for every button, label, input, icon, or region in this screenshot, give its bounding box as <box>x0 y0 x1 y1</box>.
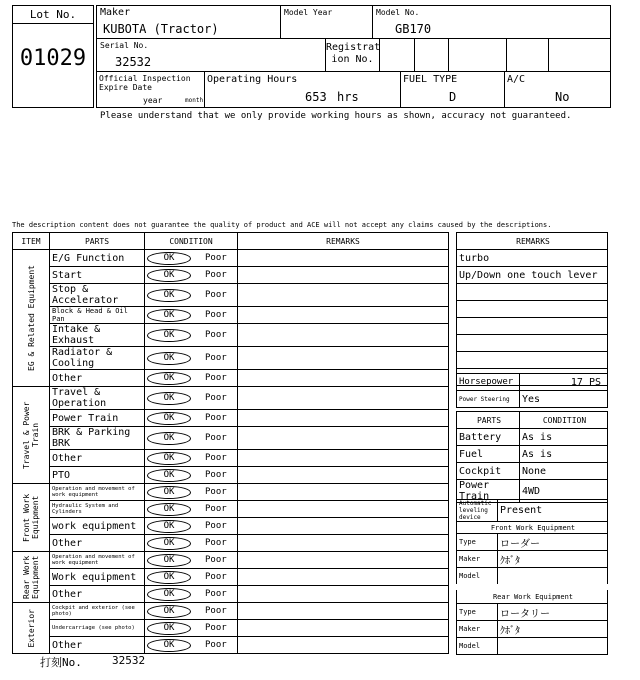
condition-value: None <box>520 463 608 480</box>
part-name: Cockpit and exterior (see photo) <box>50 603 145 620</box>
ok-option[interactable]: OK <box>147 412 191 425</box>
ok-option[interactable]: OK <box>147 503 191 516</box>
col-item: ITEM <box>13 233 50 250</box>
model-no-value: GB170 <box>395 22 432 36</box>
hours-unit: hrs <box>337 90 359 104</box>
condition-cell <box>145 586 238 603</box>
ac-label: A/C <box>507 74 526 85</box>
poor-option[interactable]: Poor <box>205 329 227 340</box>
remarks-cell <box>238 552 449 569</box>
condition-cell <box>145 450 238 467</box>
rear-maker-label: Maker <box>457 621 498 638</box>
condition-cell <box>145 603 238 620</box>
ok-option[interactable]: OK <box>147 605 191 618</box>
footer-label: 打刻No. <box>40 656 82 669</box>
remarks-cell <box>238 427 449 450</box>
hours-label: Operating Hours <box>207 74 298 85</box>
part-name: Other <box>50 370 145 387</box>
part-name: Other <box>50 535 145 552</box>
ok-option[interactable]: OK <box>147 554 191 567</box>
condition-cell <box>145 484 238 501</box>
remarks-cell <box>238 586 449 603</box>
part-name: Radiator & Cooling <box>50 347 145 370</box>
ok-option[interactable]: OK <box>147 469 191 482</box>
fuel-value: D <box>449 90 457 104</box>
condition-cell <box>145 501 238 518</box>
remark-line <box>457 284 608 301</box>
condition-part: Cockpit <box>457 463 520 480</box>
inspection-cell <box>97 72 205 107</box>
ac-cell <box>505 72 610 107</box>
condition-head: CONDITION <box>520 412 608 429</box>
poor-option[interactable]: Poor <box>205 309 227 320</box>
rear-maker-value: ｸﾎﾞﾀ <box>498 621 608 638</box>
steering-value: Yes <box>520 391 608 408</box>
rear-model-value <box>498 638 608 655</box>
table-row <box>13 250 449 267</box>
hours-value: 653 <box>305 90 327 104</box>
remarks-cell <box>238 620 449 637</box>
table-row <box>13 620 449 637</box>
condition-part: Battery <box>457 429 520 446</box>
condition-cell <box>145 569 238 586</box>
part-name: E/G Function <box>50 250 145 267</box>
table-row <box>13 535 449 552</box>
ac-value: No <box>555 90 570 104</box>
ok-option[interactable]: OK <box>147 520 191 533</box>
registration-label: Registrat ion No. <box>326 39 380 72</box>
registration-value-cells <box>380 39 610 72</box>
month-label: month <box>185 97 204 104</box>
maker-cell <box>97 6 281 39</box>
condition-row <box>457 429 608 446</box>
part-name: Start <box>50 267 145 284</box>
remarks-cell <box>238 307 449 324</box>
poor-option[interactable]: Poor <box>205 639 227 650</box>
maker-value: KUBOTA (Tractor) <box>103 22 219 36</box>
item-group-0 <box>13 250 50 387</box>
part-name: Other <box>50 450 145 467</box>
poor-option[interactable]: Poor <box>205 469 227 480</box>
ok-option[interactable]: OK <box>147 452 191 465</box>
table-row <box>13 467 449 484</box>
table-row <box>13 569 449 586</box>
remarks-cell <box>238 347 449 370</box>
ok-option[interactable]: OK <box>147 622 191 635</box>
item-group-4 <box>13 603 50 654</box>
poor-option[interactable]: Poor <box>205 432 227 443</box>
remarks-cell <box>238 410 449 427</box>
ok-option[interactable]: OK <box>147 486 191 499</box>
item-group-label: Travel & Power Train <box>22 401 40 469</box>
hours-notice: Please understand that we only provide working hours as shown, accuracy not guaranteed. <box>100 111 572 121</box>
remarks-cell <box>238 267 449 284</box>
part-name: Operation and movement of work equipment <box>50 552 145 569</box>
poor-option[interactable]: Poor <box>205 252 227 263</box>
part-name: work equipment <box>50 518 145 535</box>
ok-option[interactable]: OK <box>147 588 191 601</box>
remark-line <box>457 352 608 369</box>
condition-cell <box>145 387 238 410</box>
remarks-panel <box>456 232 608 386</box>
poor-option[interactable]: Poor <box>205 486 227 497</box>
condition-cell <box>145 324 238 347</box>
ok-option[interactable]: OK <box>147 392 191 405</box>
table-row <box>13 484 449 501</box>
part-name: Travel & Operation <box>50 387 145 410</box>
table-row <box>13 284 449 307</box>
table-row <box>13 267 449 284</box>
part-name: BRK & Parking BRK <box>50 427 145 450</box>
horsepower-label: Horsepower <box>457 374 520 391</box>
condition-cell <box>145 467 238 484</box>
ok-option[interactable]: OK <box>147 352 191 365</box>
front-maker-label: Maker <box>457 551 498 568</box>
front-type-value: ローダー <box>498 534 608 551</box>
rear-type-label: Type <box>457 604 498 621</box>
col-remarks: REMARKS <box>238 233 449 250</box>
condition-row <box>457 446 608 463</box>
serial-cell <box>97 39 326 72</box>
part-name: Operation and movement of work equipment <box>50 484 145 501</box>
remarks-cell <box>238 637 449 654</box>
header-grid <box>96 5 611 108</box>
poor-option[interactable]: Poor <box>205 520 227 531</box>
rear-type-value: ロータリー <box>498 604 608 621</box>
remarks-cell <box>238 569 449 586</box>
remarks-cell <box>238 450 449 467</box>
year-label: year <box>143 96 163 105</box>
serial-value: 32532 <box>115 55 152 69</box>
table-row <box>13 450 449 467</box>
poor-option[interactable]: Poor <box>205 537 227 548</box>
table-row <box>13 307 449 324</box>
condition-cell <box>145 347 238 370</box>
leveling-label: Automatic leveling device <box>457 500 498 522</box>
condition-cell <box>145 267 238 284</box>
poor-option[interactable]: Poor <box>205 622 227 633</box>
part-name: Other <box>50 586 145 603</box>
item-group-label: Exterior <box>26 608 36 648</box>
item-group-label: EG & Related Equipment <box>26 265 36 371</box>
part-name: PTO <box>50 467 145 484</box>
description-notice: The description content does not guarantee the quality of product and ACE will not accept any claims caused by the descriptions. <box>12 221 552 229</box>
poor-option[interactable]: Poor <box>205 412 227 423</box>
steering-label: Power Steering <box>457 391 520 408</box>
part-name: Power Train <box>50 410 145 427</box>
part-name: Stop & Accelerator <box>50 284 145 307</box>
remarks-cell <box>238 467 449 484</box>
fuel-cell <box>401 72 505 107</box>
condition-cell <box>145 552 238 569</box>
item-group-label: Rear Work Equipment <box>22 555 40 599</box>
remarks-cell <box>238 501 449 518</box>
model-year-cell <box>281 6 373 39</box>
condition-cell <box>145 250 238 267</box>
rear-model-label: Model <box>457 638 498 655</box>
condition-cell <box>145 284 238 307</box>
maker-label: Maker <box>100 7 131 18</box>
table-row <box>13 410 449 427</box>
condition-cell <box>145 370 238 387</box>
table-row <box>13 586 449 603</box>
remark-line <box>457 318 608 335</box>
poor-option[interactable]: Poor <box>205 554 227 565</box>
front-model-label: Model <box>457 568 498 588</box>
front-model-value <box>498 568 608 588</box>
inspection-label: Official Inspection Expire Date <box>99 74 191 92</box>
item-group-3 <box>13 552 50 603</box>
part-name: Work equipment <box>50 569 145 586</box>
ok-option[interactable]: OK <box>147 289 191 302</box>
poor-option[interactable]: Poor <box>205 503 227 514</box>
condition-cell <box>145 637 238 654</box>
remark-line: turbo <box>457 250 608 267</box>
rear-title: Rear Work Equipment <box>457 587 608 604</box>
inspection-table <box>12 232 449 654</box>
part-name: Undercarriage (see photo) <box>50 620 145 637</box>
model-no-label: Model No. <box>376 8 420 17</box>
table-row <box>13 518 449 535</box>
poor-option[interactable]: Poor <box>205 289 227 300</box>
table-row <box>13 501 449 518</box>
ok-option[interactable]: OK <box>147 571 191 584</box>
part-name: Hydraulic System and Cylinders <box>50 501 145 518</box>
spec-panel <box>456 373 608 408</box>
remarks-cell <box>238 370 449 387</box>
condition-cell <box>145 410 238 427</box>
work-equipment-panel <box>456 499 608 655</box>
condition-cell <box>145 535 238 552</box>
table-row <box>13 637 449 654</box>
remarks-cell <box>238 603 449 620</box>
footer-value: 32532 <box>112 654 146 667</box>
remark-line <box>457 301 608 318</box>
part-name: Intake & Exhaust <box>50 324 145 347</box>
lot-box <box>12 5 94 108</box>
condition-cell <box>145 518 238 535</box>
item-group-1 <box>13 387 50 484</box>
remark-line <box>457 335 608 352</box>
condition-cell <box>145 620 238 637</box>
condition-value: 4WD <box>520 480 608 503</box>
remarks-cell <box>238 387 449 410</box>
remarks-cell <box>238 324 449 347</box>
front-title: Front Work Equipment <box>457 522 608 534</box>
model-year-label: Model Year <box>284 8 333 17</box>
remarks-cell <box>238 284 449 307</box>
ok-option[interactable]: OK <box>147 639 191 652</box>
poor-option[interactable]: Poor <box>205 269 227 280</box>
front-maker-value: ｸﾎﾞﾀ <box>498 551 608 568</box>
ok-option[interactable]: OK <box>147 372 191 385</box>
remarks-cell <box>238 250 449 267</box>
remarks-cell <box>238 518 449 535</box>
hours-cell <box>205 72 401 107</box>
table-row <box>13 347 449 370</box>
leveling-value: Present <box>498 500 608 522</box>
condition-value: As is <box>520 446 608 463</box>
poor-option[interactable]: Poor <box>205 352 227 363</box>
col-parts: PARTS <box>50 233 145 250</box>
serial-label: Serial No. <box>100 41 149 50</box>
condition-cell <box>145 307 238 324</box>
poor-option[interactable]: Poor <box>205 372 227 383</box>
part-name: Block & Head & Oil Pan <box>50 307 145 324</box>
ok-option[interactable]: OK <box>147 309 191 322</box>
parts-condition-panel <box>456 411 608 503</box>
poor-option[interactable]: Poor <box>205 571 227 582</box>
condition-part: Fuel <box>457 446 520 463</box>
front-type-label: Type <box>457 534 498 551</box>
item-group-label: Front Work Equipment <box>22 493 40 542</box>
col-condition: CONDITION <box>145 233 238 250</box>
lot-label: Lot No. <box>13 6 93 24</box>
poor-option[interactable]: Poor <box>205 452 227 463</box>
condition-cell <box>145 427 238 450</box>
condition-row <box>457 463 608 480</box>
fuel-label: FUEL TYPE <box>403 74 458 85</box>
table-row <box>13 324 449 347</box>
table-row <box>13 370 449 387</box>
poor-option[interactable]: Poor <box>205 392 227 403</box>
horsepower-value: 17 PS <box>520 374 608 391</box>
part-name: Other <box>50 637 145 654</box>
poor-option[interactable]: Poor <box>205 588 227 599</box>
condition-value: As is <box>520 429 608 446</box>
ok-option[interactable]: OK <box>147 252 191 265</box>
ok-option[interactable]: OK <box>147 329 191 342</box>
table-row <box>13 552 449 569</box>
table-row <box>13 427 449 450</box>
remarks-cell <box>238 484 449 501</box>
parts-head: PARTS <box>457 412 520 429</box>
table-row <box>13 603 449 620</box>
ok-option[interactable]: OK <box>147 432 191 445</box>
ok-option[interactable]: OK <box>147 537 191 550</box>
remarks-title: REMARKS <box>457 233 608 250</box>
model-no-cell <box>373 6 610 39</box>
poor-option[interactable]: Poor <box>205 605 227 616</box>
table-row <box>13 387 449 410</box>
remarks-cell <box>238 535 449 552</box>
condition-part: Power Train <box>457 480 520 503</box>
remark-line: Up/Down one touch lever <box>457 267 608 284</box>
lot-number: 01029 <box>19 46 87 71</box>
ok-option[interactable]: OK <box>147 269 191 282</box>
item-group-2 <box>13 484 50 552</box>
